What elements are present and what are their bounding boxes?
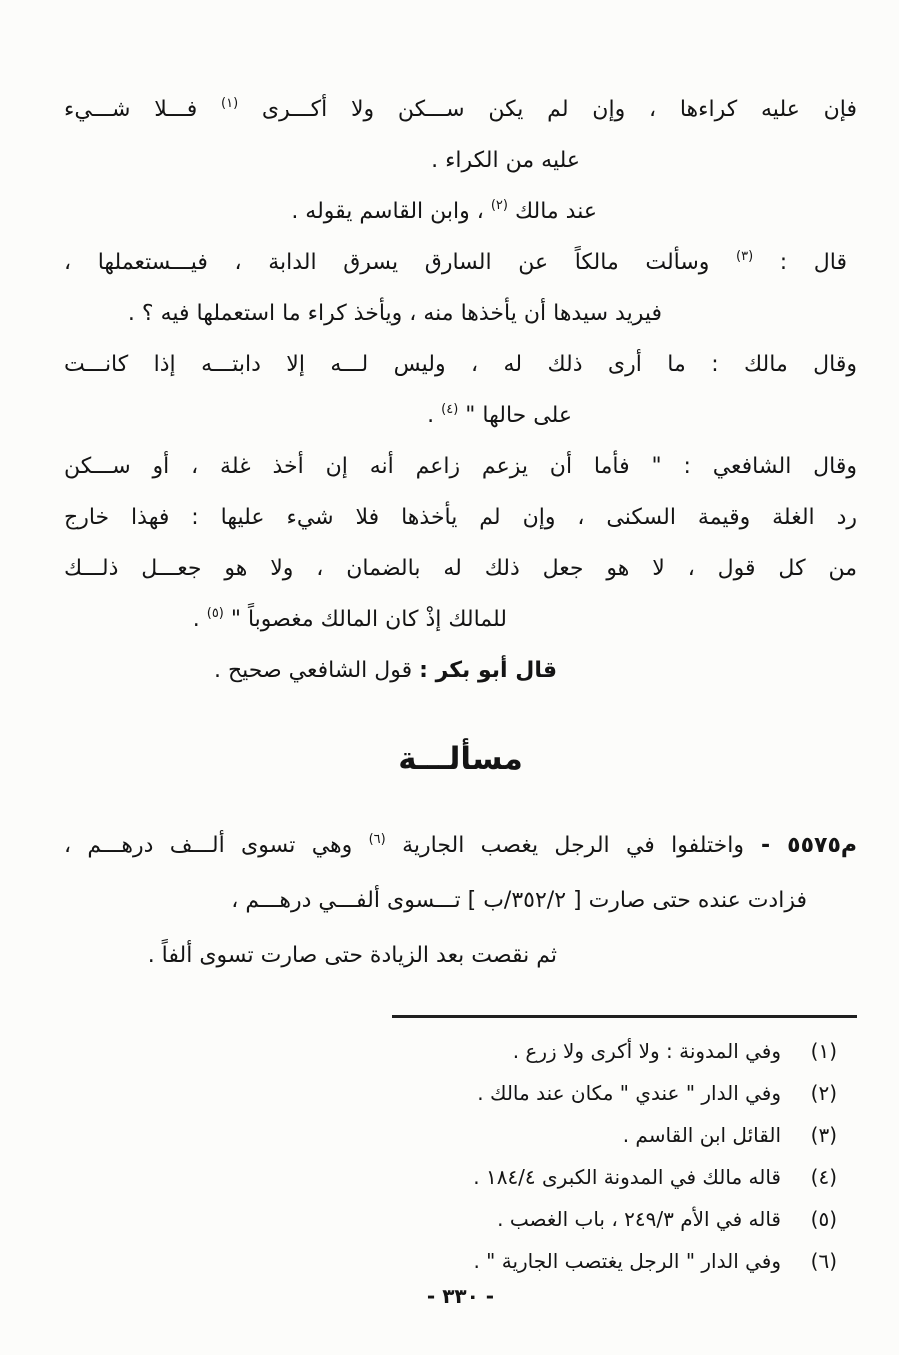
footnote-number: (٣) [810,1123,837,1147]
footnote-text: وفي الدار " عندي " مكان عند مالك . [477,1081,781,1105]
text-line [64,645,557,696]
footnote-text: القائل ابن القاسم . [622,1123,781,1147]
text-line [64,339,857,390]
line-text: وسألت مالكاً عن السارق يسرق الدابة ، فيـــستعملها ، [64,250,737,275]
footnotes [64,1030,837,1282]
line-text: ثم نقصت بعد الزيادة حتى صارت تسوى ألفاً . [147,943,557,968]
text-line [64,390,572,441]
line-text: . [192,607,207,632]
footnote-marker: (٢) [490,198,508,213]
line-text: قول الشافعي صحيح . [213,658,420,683]
footnote-divider [392,1015,857,1018]
line-text: على حالها " [458,403,572,428]
entry-number: م٥٥٧٥ - [744,833,858,858]
text-line [64,441,857,492]
footnote-row [64,1072,837,1114]
line-text: عليه من الكراء . [431,148,580,173]
text-line [64,543,857,594]
footnote-marker: (٤) [441,402,459,417]
page-number: - ٣٣٠ - [426,1284,495,1308]
line-text: وقال مالك : ما أرى ذلك له ، وليس لـــه إلا دابتـــه إذا كانـــت [64,352,857,377]
text-line [64,928,557,983]
footnote-marker: (٥) [206,606,224,621]
line-text: وهي تسوى ألـــف درهـــم ، [64,833,369,858]
footnote-marker: (١) [221,96,239,111]
footnote-number: (٦) [810,1249,837,1273]
footnote-row [64,1156,837,1198]
line-text: من كل قول ، لا هو جعل ذلك له بالضمان ، ولا هو جعـــل ذلـــك [64,556,857,581]
footnote-number: (٢) [810,1081,837,1105]
footnote-row [64,1240,837,1282]
body-text [64,84,857,696]
text-line [64,818,857,873]
line-text: فيريد سيدها أن يأخذها منه ، ويأخذ كراء ما استعملها فيه ؟ . [127,301,662,326]
footnote-row [64,1114,837,1156]
text-line [64,288,662,339]
line-text: للمالك إذْ كان المالك مغصوباً " [223,607,507,632]
footnote-number: (٤) [810,1165,837,1189]
line-text: قال : [753,250,847,275]
footnote-marker: (٦) [368,832,386,847]
text-line [64,237,847,288]
line-text: فإن عليه كراءها ، وإن لم يكن ســـكن ولا أكـــرى [238,97,858,122]
line-text: وقال الشافعي : " فأما أن يزعم زاعم أنه إن أخذ غلة ، أو ســـكن [64,454,857,479]
text-line [64,186,597,237]
line-text: ، وابن القاسم يقوله . [291,199,491,224]
text-line [64,873,807,928]
footnote-text: وفي الدار " الرجل يغتصب الجارية " . [473,1249,781,1273]
footnote-number: (١) [810,1039,837,1063]
line-text: رد الغلة وقيمة السكنى ، وإن لم يأخذها فلا شيء عليها : فهذا خارج [64,505,857,530]
footnote-number: (٥) [810,1207,837,1231]
line-text: . [427,403,442,428]
footnote-row [64,1198,837,1240]
line-text: فـــلا شـــيء [64,97,221,122]
footnote-marker: (٣) [736,249,754,264]
line-text: عند مالك [507,199,597,224]
footnote-text: قاله في الأم ٢٤٩/٣ ، باب الغصب . [497,1207,781,1231]
text-line [64,84,857,135]
line-text: واختلفوا في الرجل يغصب الجارية [385,833,745,858]
line-text: فزادت عنده حتى صارت [ ٣٥٢/٢/ب ] تـــسوى ألفـــي درهـــم ، [231,888,807,913]
footnote-text: وفي المدونة : ولا أكرى ولا زرع . [512,1039,781,1063]
text-line [64,492,857,543]
text-line [64,594,507,645]
section-heading: مسألـــة [398,741,523,777]
speaker-name: قال أبو بكر : [419,658,557,683]
text-line [64,135,580,186]
masala-paragraph [64,818,857,983]
footnote-text: قاله مالك في المدونة الكبرى ١٨٤/٤ . [473,1165,781,1189]
footnote-row [64,1030,837,1072]
